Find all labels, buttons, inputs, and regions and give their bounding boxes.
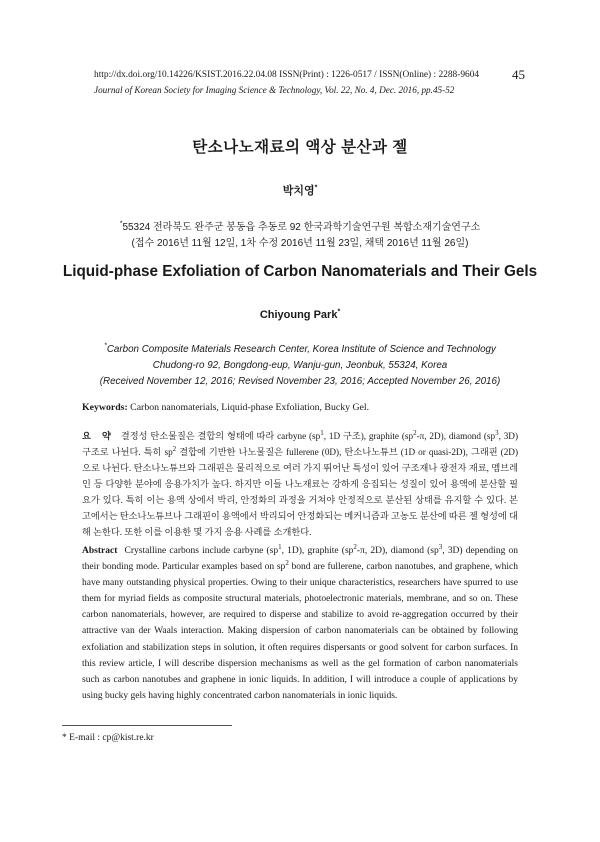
keywords-label: Keywords: bbox=[82, 402, 128, 413]
korean-dates: (접수 2016년 11월 12일, 1차 수정 2016년 11월 23일, 채택 2016년 11월 26일) bbox=[131, 238, 469, 249]
english-author-mark: * bbox=[337, 308, 341, 316]
footnote-email: * E-mail : cp@kist.re.kr bbox=[62, 733, 154, 743]
english-abstract: Abstract Crystalline carbons include carbyne ($sp^1$, 1D), graphite ($sp^2-\pi$, 2D), diamond ($sp^3$, 3D) depending on their bonding mode. Particular examples based on $sp^2$ bond are fullerene, carbon nanotubes, and graphene, which have many outstanding physical properties. Owing to their unique characteristics, researchers have spurred to use them for myriad fields as composite structural materials, photoelectronic materials, membrane, and so on. These carbon nanomaterials, however, are required to disperse and stabilize to avoid re-aggregation occurred by their attractive van der Waals interaction. Making dispersion of carbon nanomaterials can be obtained by following exfoliation and stabilization steps in solution, it often requires dispersants or good solvent for carbon surfaces. In this review article, I will describe dispersion mechanisms as well as the gel formation of carbon nanomaterials such as carbon nanotubes and graphene in ionic liquids. In addition, I will introduce a couple of applications by using bucky gels having highly concentrated carbon nanomaterials in ionic liquids. bbox=[82, 542, 518, 701]
journal-citation: Journal of Korean Society for Imaging Science & Technology, Vol. 22, No. 4, Dec. 2016, pp.45-52 bbox=[94, 85, 455, 95]
footnote-rule bbox=[62, 725, 232, 726]
korean-abstract-label: 요 약 bbox=[82, 431, 115, 441]
english-address: Chudong-ro 92, Bongdong-eup, Wanju-gun, Jeonbuk, 55324, Korea bbox=[152, 360, 448, 371]
korean-affil-mark: * bbox=[119, 220, 123, 228]
doi-issn-line: http://dx.doi.org/10.14226/KSIST.2016.22.04.08 ISSN(Print) : 1226-0517 / ISSN(Online) : 2288-9604 bbox=[94, 70, 480, 80]
korean-abstract: 요 약 결정성 탄소물질은 결합의 형태에 따라 carbyne ($sp^1$, 1D 구조), graphite ($sp^2-\pi$, 2D), diamond ($sp^3$, 3D) 구조로 나뉜다. 특히 $sp^2$ 결합에 기반한 나노물질은 fullerene (0D), 탄소나노튜브 (1D or quasi-2D), 그래핀 (2D) 으로 나뉜다. 탄소나노튜브와 그래핀은 물리적으로 여러 가지 뛰어난 특성이 있어 구조재나 광전자 재료, 멤브레인 등 다양한 분야에 응용가치가 높다. 하지만 이들 나노재료는 강하게 응집되는 성질이 있어 용액에 분산할 필요가 있다. 특히 이는 용액 상에서 박리, 안정화의 과정을 거쳐야 안정적으로 분산된 상태를 유지할 수 있다. 본 고에서는 탄소나노튜브나 그래핀이 용액에서 박리되어 안정화되는 메커니즘과 고농도 분산에 따른 젤 형성에 대해 논한다. 또한 이를 이용한 몇 가지 응용 사례를 소개한다. bbox=[82, 428, 519, 537]
korean-affiliation: *55324 전라북도 완주군 봉동읍 추동로 92 한국과학기술연구원 복합소재기술연구소 bbox=[119, 220, 481, 233]
english-dates: (Received November 12, 2016; Revised November 23, 2016; Accepted November 26, 2016) bbox=[99, 376, 501, 387]
page-number: 45 bbox=[512, 67, 525, 82]
keywords bbox=[82, 402, 522, 413]
english-affiliation: *Carbon Composite Materials Research Center, Korea Institute of Science and Technology bbox=[104, 342, 496, 355]
korean-title: 탄소나노재료의 액상 분산과 젤 bbox=[192, 139, 408, 156]
english-author bbox=[0, 309, 600, 321]
english-title: Liquid-phase Exfoliation of Carbon Nanomaterials and Their Gels bbox=[62, 263, 538, 280]
korean-author-mark: * bbox=[314, 184, 318, 192]
keywords-text: Carbon nanomaterials, Liquid-phase Exfoliation, Bucky Gel. bbox=[130, 402, 370, 413]
korean-affiliation-block bbox=[0, 220, 600, 252]
english-affiliation-block bbox=[0, 342, 600, 390]
english-abstract-label: Abstract bbox=[82, 546, 118, 556]
korean-author bbox=[0, 182, 600, 198]
english-affil-mark: * bbox=[104, 342, 107, 350]
korean-author-name: 박치영 bbox=[282, 185, 315, 197]
english-author-name: Chiyoung Park bbox=[259, 309, 338, 321]
